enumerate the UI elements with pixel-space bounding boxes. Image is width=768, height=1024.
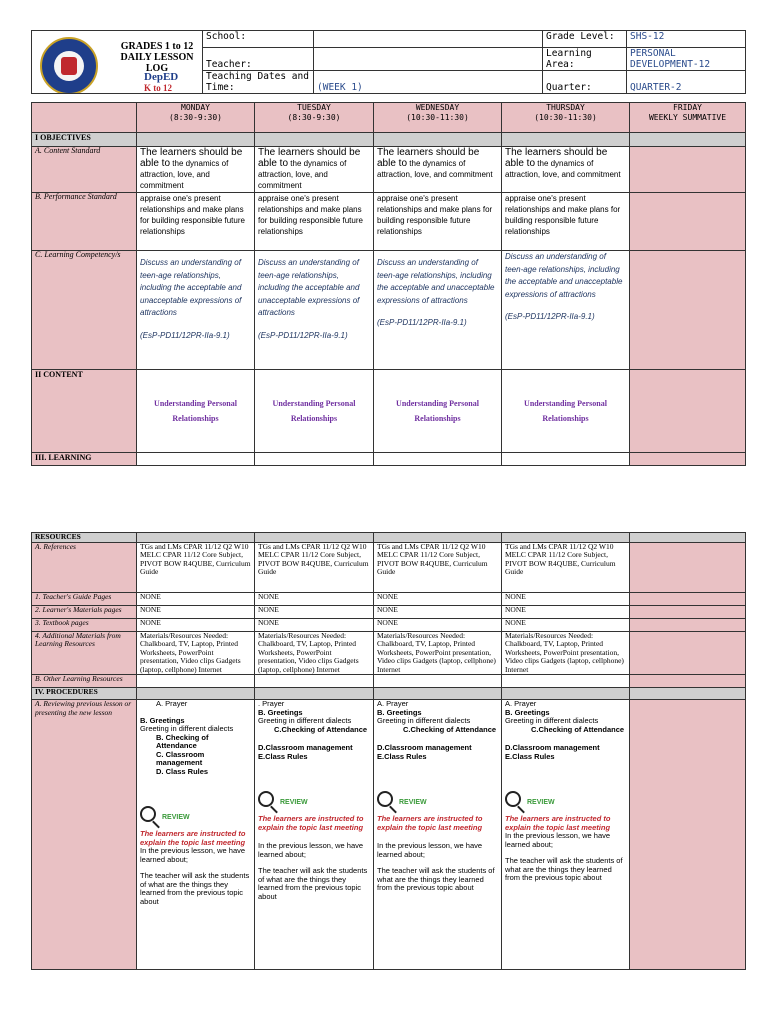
row-other-resources: B. Other Learning Resources [32,675,137,688]
procedure-mon: A. Prayer B. Greetings Greeting in different dialects B. Checking of Attendance C. Classroom management D. Class Rules REVIEW The learners are instructed to explain the topic last meeting In the previous lesson, we have learned about; The teacher will ask the students of what are the things they learned from the previous topic about [137,700,255,970]
day-header-monday: MONDAY (8:30-9:30) [137,103,255,133]
references-wed: TGs and LMs CPAR 11/12 Q2 W10 MELC CPAR 11/12 Core Subject, PIVOT BOW R4QUBE, Curriculum Guide [374,542,502,592]
perf-standard-wed: appraise one's present relationships and make plans for building responsible future relationships [374,193,502,251]
friday-cell [630,147,746,193]
day-header-wednesday: WEDNESDAY (10:30-11:30) [374,103,502,133]
deped-seal-icon [40,37,98,94]
friday-cell [630,618,746,631]
tg-thu: NONE [502,592,630,605]
deped-text: DepED [144,71,179,83]
row-references: A. References [32,542,137,592]
lm-wed: NONE [374,605,502,618]
row-tg-pages: 1. Teacher's Guide Pages [32,592,137,605]
header-table [31,30,746,94]
row-reviewing: A. Reviewing previous lesson or presenting the new lesson [32,700,137,970]
lm-thu: NONE [502,605,630,618]
competency-mon: Discuss an understanding of teen-age relationships, including the acceptable and unacceptable expressions of attractions (EsP-PD11/12PR-IIa-9.1) [137,251,255,370]
tb-thu: NONE [502,618,630,631]
friday-cell [630,542,746,592]
friday-cell [630,251,746,370]
competency-tue: Discuss an understanding of teen-age relationships, including the acceptable and unacceptable expressions of attractions (EsP-PD11/12PR-IIa-9.1) [255,251,374,370]
references-tue: TGs and LMs CPAR 11/12 Q2 W10 MELC CPAR 11/12 Core Subject, PIVOT BOW R4QUBE, Curriculum Guide [255,542,374,592]
quarter-label: Quarter: [543,71,627,94]
grade-label: Grade Level: [543,31,627,48]
corner-cell [32,103,137,133]
tb-tue: NONE [255,618,374,631]
area-value: PERSONAL DEVELOPMENT-12 [627,48,746,71]
dates-value: (WEEK 1) [314,71,543,94]
row-content-standard: A. Content Standard [32,147,137,193]
logo-cell [32,31,203,94]
school-value[interactable] [314,31,543,48]
tb-mon: NONE [137,618,255,631]
quarter-value: QUARTER-2 [627,71,746,94]
log-title [112,41,202,74]
review-badge: REVIEW [140,798,251,822]
references-thu: TGs and LMs CPAR 11/12 Q2 W10 MELC CPAR 11/12 Core Subject, PIVOT BOW R4QUBE, Curriculum Guide [502,542,630,592]
row-learning-competency: C. Learning Competency/s [32,251,137,370]
k12-text: K to 12 [144,83,172,93]
perf-standard-mon: appraise one's present relationships and make plans for building responsible future relationships [137,193,255,251]
row-performance-standard: B. Performance Standard [32,193,137,251]
procedure-thu: A. Prayer B. Greetings Greeting in different dialects C.Checking of Attendance D.Classroom management E.Class Rules REVIEW The learners are instructed to explain the topic last meeting In the previous lesson, we have learned about; The teacher will ask the students of what are the things they learned from the previous topic about [502,700,630,970]
dates-label: Teaching Dates and Time: [203,71,314,94]
magnifier-icon [140,806,156,822]
area-label: Learning Area: [543,48,627,71]
materials-wed: Materials/Resources Needed: Chalkboard, TV, Laptop, Printed Worksheets, PowerPoint presentation, Video clips Gadgets (laptop, cellphone) Internet [374,631,502,675]
friday-cell [630,370,746,453]
grade-value: SHS-12 [627,31,746,48]
magnifier-icon [505,791,521,807]
tb-wed: NONE [374,618,502,631]
grades-line: GRADES 1 to 12 [120,41,194,52]
tg-wed: NONE [374,592,502,605]
day-header-tuesday: TUESDAY (8:30-9:30) [255,103,374,133]
section-resources: RESOURCES [32,533,137,543]
content-topic-tue: Understanding Personal Relationships [255,370,374,453]
procedure-wed: A. Prayer B. Greetings Greeting in different dialects C.Checking of Attendance D.Classroom management E.Class Rules REVIEW The learners are instructed to explain the topic last meeting In the previous lesson, we have learned about; The teacher will ask the students of what are the things they learned from the previous topic about [374,700,502,970]
dll-line: DAILY LESSON LOG [120,52,194,74]
materials-tue: Materials/Resources Needed: Chalkboard, TV, Laptop, Printed Worksheets, PowerPoint presentation, Video clips Gadgets (laptop, cellphone) Internet [255,631,374,675]
procedure-tue: . Prayer B. Greetings Greeting in different dialects C.Checking of Attendance D.Classroom management E.Class Rules REVIEW The learners are instructed to explain the topic last meeting In the previous lesson, we have learned about; The teacher will ask the students of what are the things they learned from the previous topic about [255,700,374,970]
references-mon: TGs and LMs CPAR 11/12 Q2 W10 MELC CPAR 11/12 Core Subject, PIVOT BOW R4QUBE, Curriculum Guide [137,542,255,592]
resources-table [31,532,746,970]
competency-thu: Discuss an understanding of teen-age relationships, including the acceptable and unacceptable expressions of attractions (EsP-PD11/12PR-IIa-9.1) [502,251,630,370]
magnifier-icon [377,791,393,807]
objectives-table [31,102,746,466]
perf-standard-thu: appraise one's present relationships and make plans for building responsible future relationships [502,193,630,251]
friday-cell [630,193,746,251]
deped-k12-logo-icon [144,71,194,94]
perf-standard-tue: appraise one's present relationships and make plans for building responsible future relationships [255,193,374,251]
content-topic-thu: Understanding Personal Relationships [502,370,630,453]
content-standard-tue: The learners should be able to the dynamics of attraction, love, and commitment [255,147,374,193]
row-additional-materials: 4. Additional Materials from Learning Resources [32,631,137,675]
teacher-label: Teacher: [203,48,314,71]
materials-thu: Materials/Resources Needed: Chalkboard, TV, Laptop, Printed Worksheets, PowerPoint presentation, Video clips Gadgets (laptop, cellphone) Internet [502,631,630,675]
magnifier-icon [258,791,274,807]
friday-cell [630,592,746,605]
review-badge: REVIEW [377,783,498,807]
row-textbook-pages: 3. Textbook pages [32,618,137,631]
competency-wed: Discuss an understanding of teen-age relationships, including the acceptable and unacceptable expressions of attractions (EsP-PD11/12PR-IIa-9.1) [374,251,502,370]
section-content: II CONTENT [32,370,137,453]
review-badge: REVIEW [505,783,626,807]
tg-tue: NONE [255,592,374,605]
content-topic-mon: Understanding Personal Relationships [137,370,255,453]
day-header-thursday: THURSDAY (10:30-11:30) [502,103,630,133]
tg-mon: NONE [137,592,255,605]
content-topic-wed: Understanding Personal Relationships [374,370,502,453]
friday-cell [630,605,746,618]
review-badge: REVIEW [258,783,370,807]
lm-tue: NONE [255,605,374,618]
friday-cell [630,631,746,675]
school-label: School: [203,31,314,48]
materials-mon: Materials/Resources Needed: Chalkboard, TV, Laptop, Printed Worksheets, PowerPoint presentation, Video clips Gadgets (laptop, cellphone) Internet [137,631,255,675]
content-standard-thu: The learners should be able to the dynamics of attraction, love, and commitment [502,147,630,193]
lm-mon: NONE [137,605,255,618]
content-standard-wed: The learners should be able to the dynamics of attraction, love, and commitment [374,147,502,193]
day-header-friday: FRIDAY WEEKLY SUMMATIVE [630,103,746,133]
row-lm-pages: 2. Learner's Materials pages [32,605,137,618]
teacher-value[interactable] [314,48,543,71]
section-procedures: IV. PROCEDURES [32,688,137,700]
content-standard-mon: The learners should be able to the dynamics of attraction, love, and commitment [137,147,255,193]
section-objectives: I OBJECTIVES [32,133,137,147]
friday-cell [630,700,746,970]
section-learning: III. LEARNING [32,453,137,466]
